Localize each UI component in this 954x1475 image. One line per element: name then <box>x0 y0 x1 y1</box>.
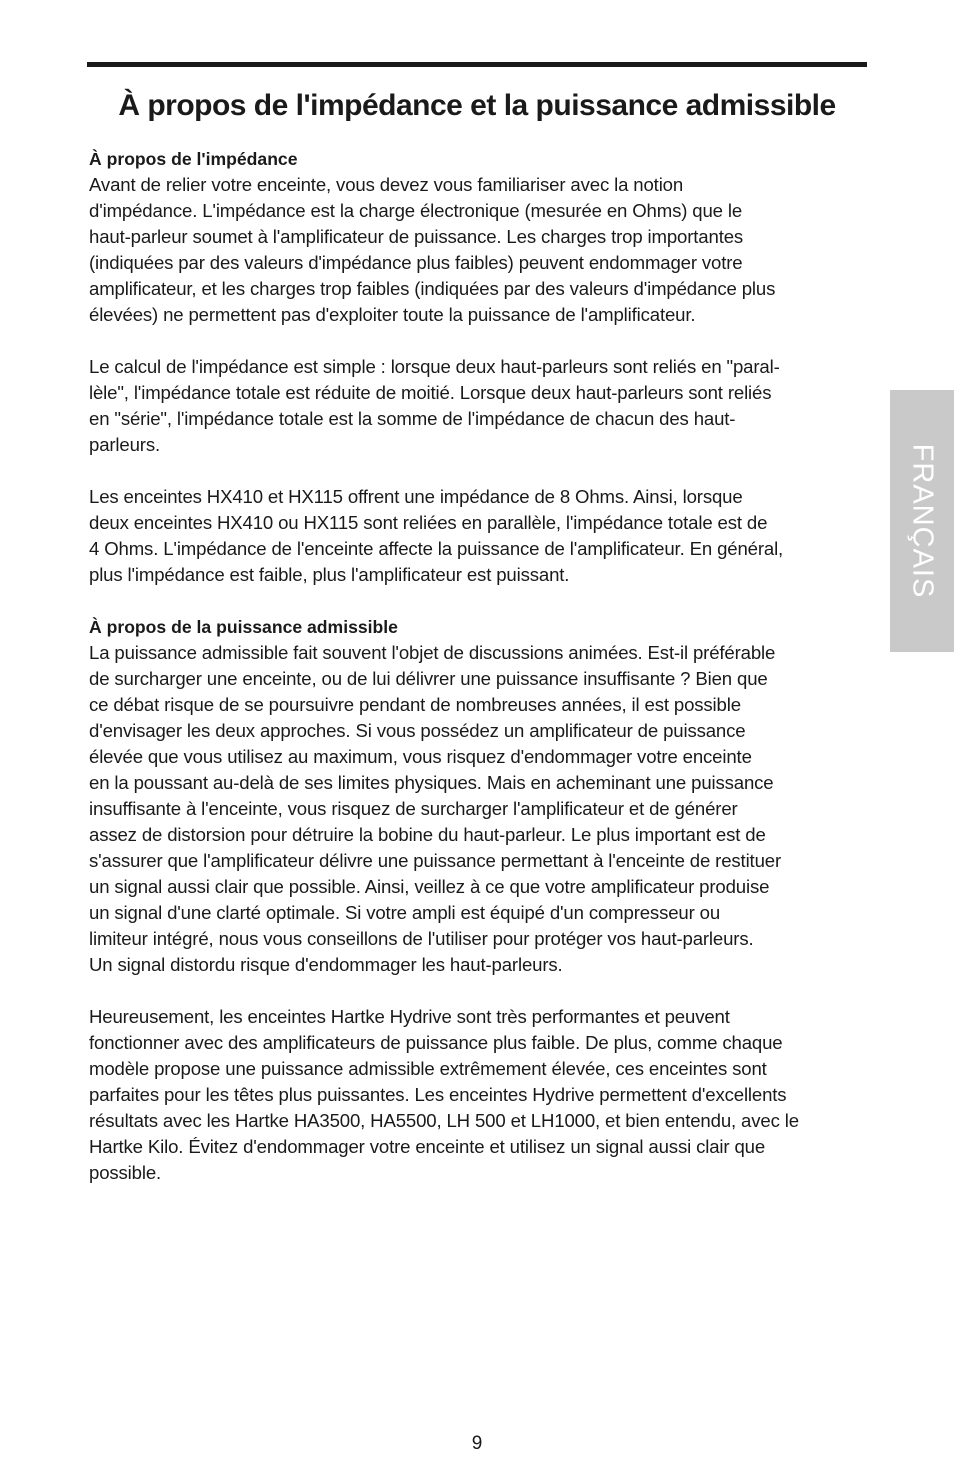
language-tab-label: FRANÇAIS <box>906 443 939 599</box>
text-line: modèle propose une puissance admissible extrêmement élevée, ces enceintes sont <box>89 1058 767 1079</box>
text-line: deux enceintes HX410 ou HX115 sont reliées en parallèle, l'impédance totale est de <box>89 512 768 533</box>
text-line: amplificateur, et les charges trop faibles (indiquées par des valeurs d'impédance plus <box>89 278 776 299</box>
text-line: résultats avec les Hartke HA3500, HA5500, LH 500 et LH1000, et bien entendu, avec le <box>89 1110 799 1131</box>
text-line: plus l'impédance est faible, plus l'amplificateur est puissant. <box>89 564 570 585</box>
text-line: Les enceintes HX410 et HX115 offrent une impédance de 8 Ohms. Ainsi, lorsque <box>89 486 743 507</box>
top-rule <box>87 62 867 67</box>
text-line: ce débat risque de se poursuivre pendant de nombreuses années, il est possible <box>89 694 741 715</box>
paragraph-power-2 <box>89 1004 869 1186</box>
text-line: Hartke Kilo. Évitez d'endommager votre enceinte et utilisez un signal aussi clair que <box>89 1136 766 1157</box>
text-line: d'envisager les deux approches. Si vous possédez un amplificateur de puissance <box>89 720 746 741</box>
paragraph-impedance-1 <box>89 172 869 328</box>
text-line: Avant de relier votre enceinte, vous devez vous familiariser avec la notion <box>89 174 684 195</box>
text-line: élevée que vous utilisez au maximum, vous risquez d'endommager votre enceinte <box>89 746 752 767</box>
paragraph-impedance-3 <box>89 484 869 588</box>
text-line: (indiquées par des valeurs d'impédance plus faibles) peuvent endommager votre <box>89 252 743 273</box>
text-line: limiteur intégré, nous vous conseillons de l'utiliser pour protéger vos haut-parleurs. <box>89 928 754 949</box>
language-side-tab <box>890 390 954 652</box>
text-line: Heureusement, les enceintes Hartke Hydrive sont très performantes et peuvent <box>89 1006 730 1027</box>
text-line: insuffisante à l'enceinte, vous risquez de surcharger l'amplificateur et de générer <box>89 798 738 819</box>
text-line: La puissance admissible fait souvent l'objet de discussions animées. Est-il préférable <box>89 642 776 663</box>
text-line: lèle", l'impédance totale est réduite de moitié. Lorsque deux haut-parleurs sont reliés <box>89 382 772 403</box>
text-line: en la poussant au-delà de ses limites physiques. Mais en acheminant une puissance <box>89 772 774 793</box>
text-line: de surcharger une enceinte, ou de lui délivrer une puissance insuffisante ? Bien que <box>89 668 768 689</box>
text-line: d'impédance. L'impédance est la charge électronique (mesurée en Ohms) que le <box>89 200 743 221</box>
text-line: un signal aussi clair que possible. Ainsi, veillez à ce que votre amplificateur produise <box>89 876 770 897</box>
text-line: possible. <box>89 1162 162 1183</box>
text-line: assez de distorsion pour détruire la bobine du haut-parleur. Le plus important est de <box>89 824 766 845</box>
text-line: s'assurer que l'amplificateur délivre une puissance permettant à l'enceinte de restituer <box>89 850 781 871</box>
text-line: parleurs. <box>89 434 160 455</box>
text-line: élevées) ne permettent pas d'exploiter toute la puissance de l'amplificateur. <box>89 304 696 325</box>
text-line: un signal d'une clarté optimale. Si votre ampli est équipé d'un compresseur ou <box>89 902 721 923</box>
text-line: en "série", l'impédance totale est la somme de l'impédance de chacun des haut- <box>89 408 736 429</box>
page-content <box>89 146 869 1186</box>
section-heading-power: À propos de la puissance admissible <box>89 617 398 637</box>
page-number: 9 <box>471 1433 483 1454</box>
text-line: haut-parleur soumet à l'amplificateur de puissance. Les charges trop importantes <box>89 226 744 247</box>
text-line: Un signal distordu risque d'endommager les haut-parleurs. <box>89 954 563 975</box>
text-line: Le calcul de l'impédance est simple : lorsque deux haut-parleurs sont reliés en "paral- <box>89 356 780 377</box>
section-heading-impedance: À propos de l'impédance <box>89 149 298 169</box>
paragraph-impedance-2 <box>89 354 869 458</box>
text-line: 4 Ohms. L'impédance de l'enceinte affecte la puissance de l'amplificateur. En général, <box>89 538 784 559</box>
text-line: fonctionner avec des amplificateurs de puissance plus faible. De plus, comme chaque <box>89 1032 783 1053</box>
paragraph-power-1 <box>89 640 869 978</box>
text-line: parfaites pour les têtes plus puissantes. Les enceintes Hydrive permettent d'excellents <box>89 1084 787 1105</box>
page-title: À propos de l'impédance et la puissance admissible <box>118 89 836 122</box>
